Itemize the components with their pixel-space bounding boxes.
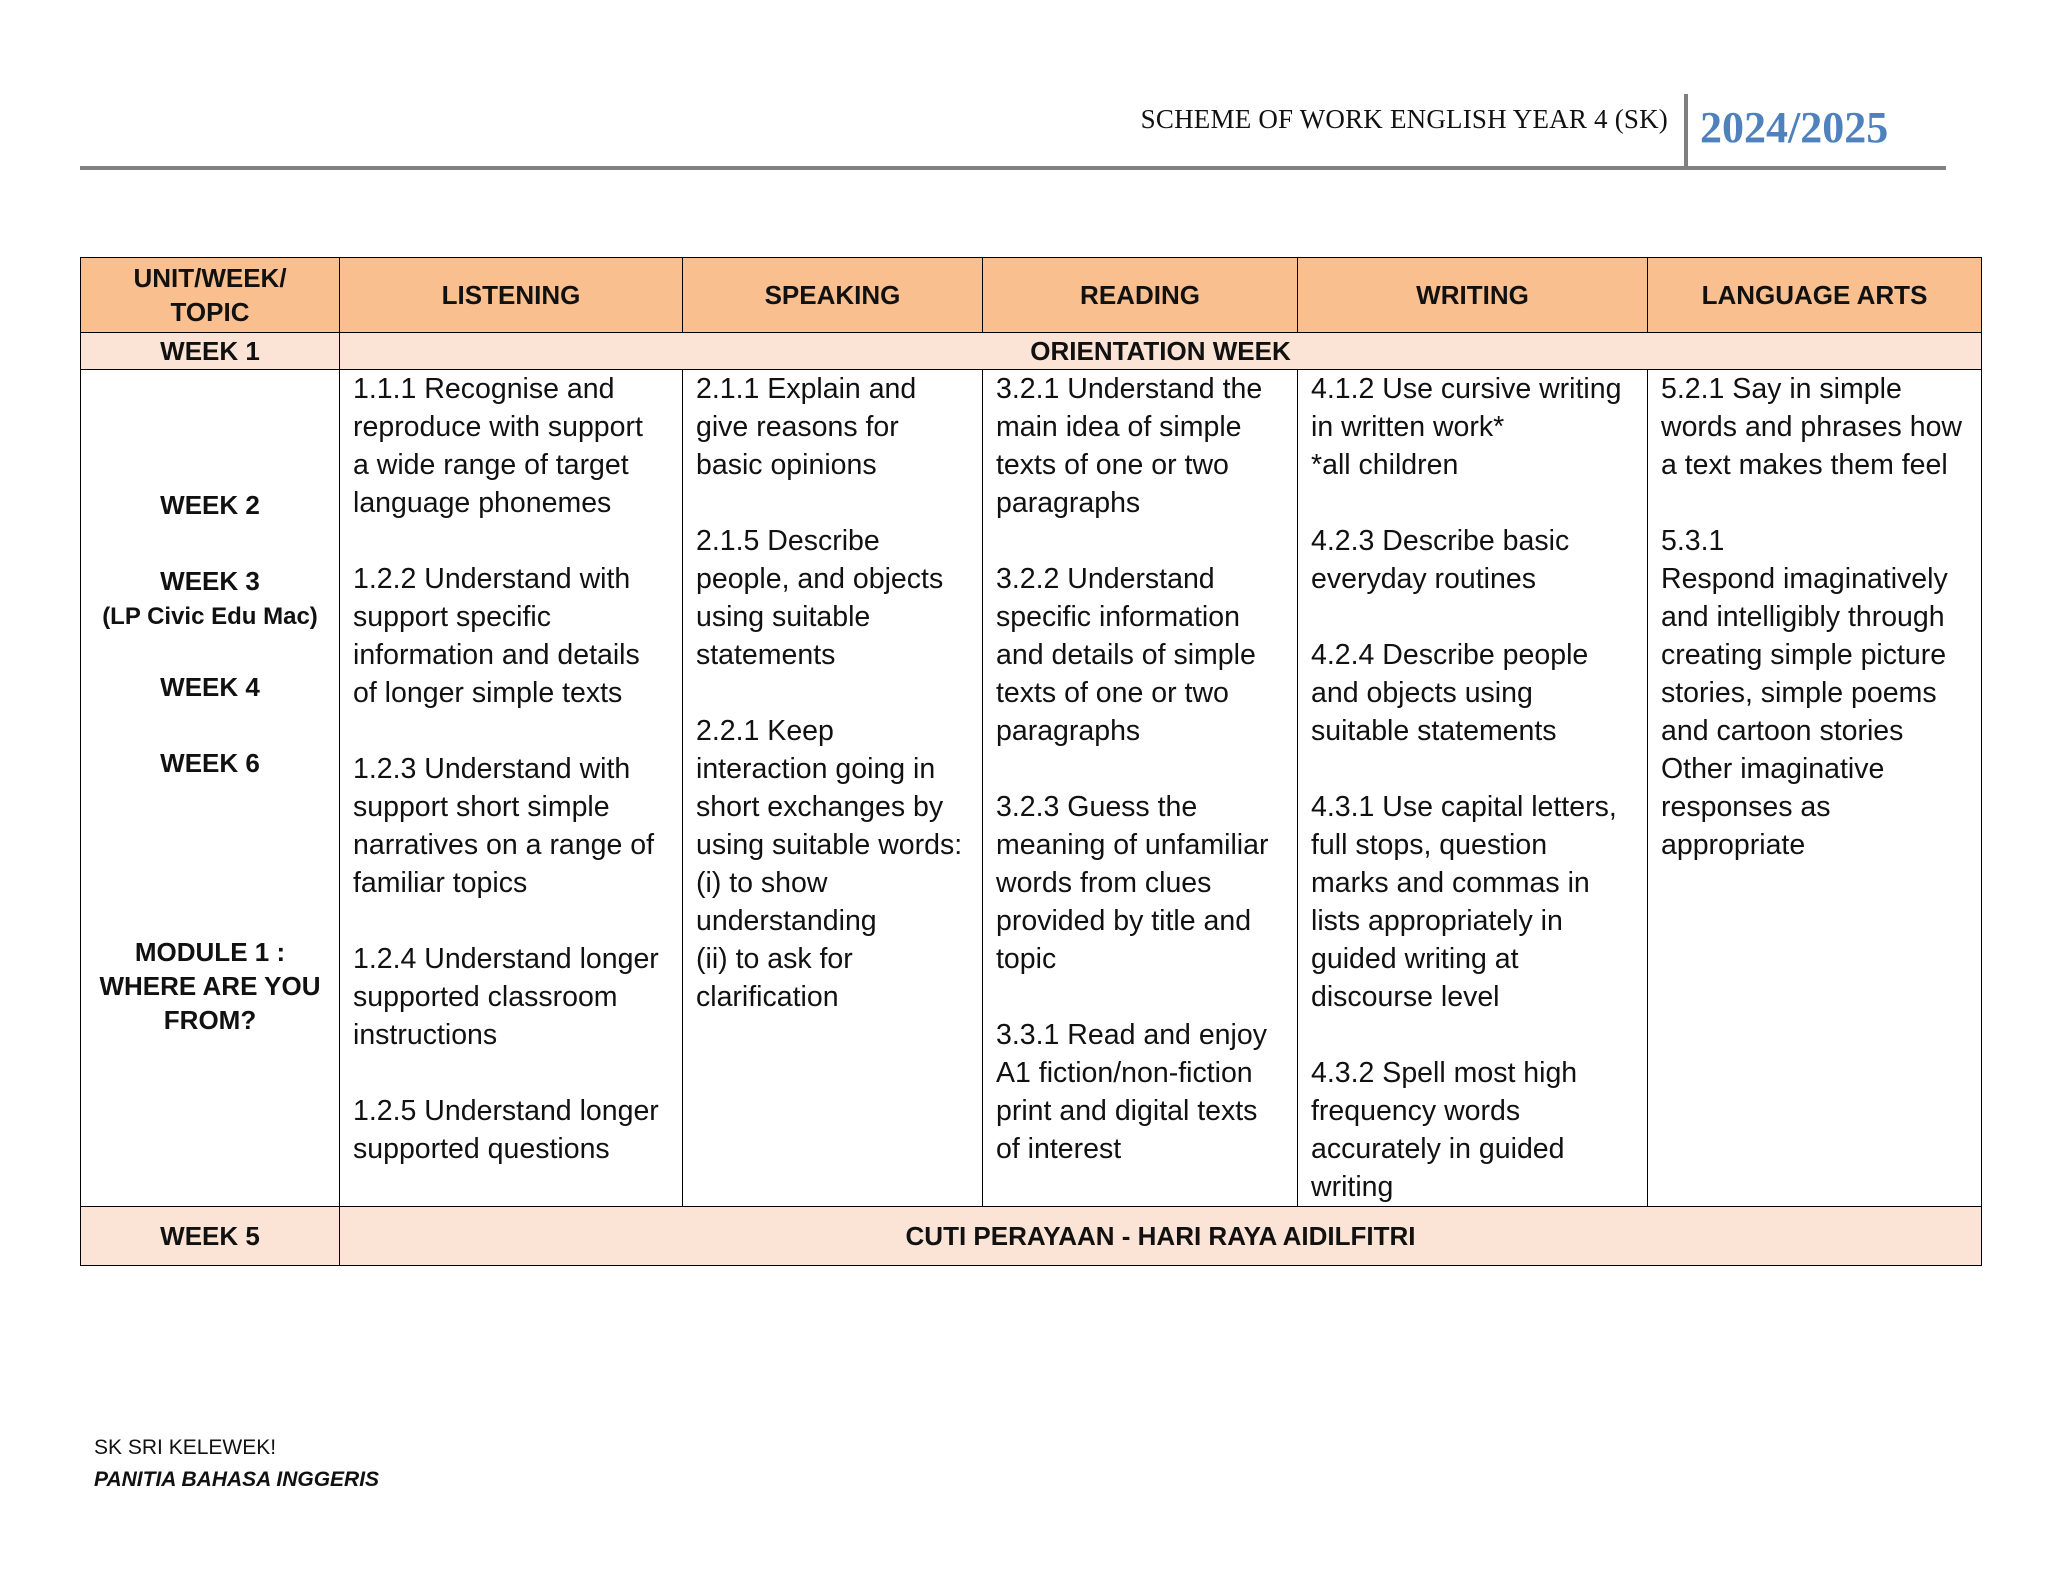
skill-text-line: 1.2.5 Understand longer xyxy=(353,1095,659,1127)
reading-skills xyxy=(983,370,1297,1168)
skill-text-line: print and digital texts xyxy=(996,1095,1258,1127)
skill-item xyxy=(1311,636,1641,750)
skill-text-line: 3.2.3 Guess the xyxy=(996,791,1198,823)
week6-label: WEEK 6 xyxy=(160,748,260,778)
skill-text-line: give reasons for xyxy=(696,411,899,443)
skill-text-line: 2.2.1 Keep xyxy=(696,715,834,747)
skill-text-line: meaning of unfamiliar xyxy=(996,829,1269,861)
skill-text-line: statements xyxy=(696,639,836,671)
skill-text-line: 3.2.2 Understand xyxy=(996,563,1215,595)
skill-text-line: creating simple picture xyxy=(1661,639,1947,671)
skill-text-line: supported questions xyxy=(353,1133,610,1165)
skill-text-line: discourse level xyxy=(1311,981,1500,1013)
skill-text-line: support short simple xyxy=(353,791,610,823)
skill-text-line: (i) to show xyxy=(696,867,828,899)
week2-label: WEEK 2 xyxy=(160,490,260,520)
skill-text-line: 1.2.4 Understand longer xyxy=(353,943,659,975)
skill-text-line: 4.2.3 Describe basic xyxy=(1311,525,1570,557)
skill-item xyxy=(1661,522,1975,864)
skill-text-line: 2.1.5 Describe xyxy=(696,525,880,557)
skill-text-line: reproduce with support xyxy=(353,411,643,443)
skill-text-line: (ii) to ask for xyxy=(696,943,853,975)
skill-text-line: and details of simple xyxy=(996,639,1256,671)
skill-item xyxy=(353,560,676,712)
skill-text-line: provided by title and xyxy=(996,905,1252,937)
col-header-unit-line: TOPIC xyxy=(170,297,250,327)
reading-cell xyxy=(983,370,1298,1207)
skill-text-line: people, and objects xyxy=(696,563,944,595)
scheme-of-work-table xyxy=(80,257,1982,1266)
skill-item xyxy=(353,1092,676,1168)
skill-text-line: Respond imaginatively xyxy=(1661,563,1948,595)
skill-text-line: lists appropriately in xyxy=(1311,905,1563,937)
col-header-speaking: SPEAKING xyxy=(683,258,983,333)
skill-text-line: *all children xyxy=(1311,449,1459,481)
skill-item xyxy=(1311,370,1641,484)
skill-text-line: interaction going in xyxy=(696,753,936,785)
skill-text-line: and cartoon stories xyxy=(1661,715,1904,747)
skill-text-line: 2.1.1 Explain and xyxy=(696,373,917,405)
skill-text-line: 1.1.1 Recognise and xyxy=(353,373,615,405)
skill-item xyxy=(353,940,676,1054)
skill-text-line: frequency words xyxy=(1311,1095,1521,1127)
skill-text-line: using suitable words: xyxy=(696,829,963,861)
skill-text-line: language phonemes xyxy=(353,487,612,519)
week4-label: WEEK 4 xyxy=(160,672,260,702)
academic-year: 2024/2025 xyxy=(1700,103,1889,152)
skill-text-line: main idea of simple xyxy=(996,411,1242,443)
skill-item xyxy=(1311,788,1641,1016)
skill-text-line: information and details xyxy=(353,639,640,671)
skill-text-line: 4.1.2 Use cursive writing xyxy=(1311,373,1622,405)
skill-text-line: of longer simple texts xyxy=(353,677,623,709)
week3-label: WEEK 3 xyxy=(160,566,260,596)
skill-text-line: 4.2.4 Describe people xyxy=(1311,639,1589,671)
module-title-line: WHERE ARE YOU xyxy=(99,971,321,1001)
module-title-line: MODULE 1 : xyxy=(134,937,286,967)
skill-text-line: of interest xyxy=(996,1133,1122,1165)
header-divider xyxy=(1684,94,1688,168)
skill-item xyxy=(996,1016,1291,1168)
skill-text-line: writing xyxy=(1311,1171,1394,1203)
skill-text-line: responses as xyxy=(1661,791,1831,823)
col-header-unit xyxy=(81,258,340,333)
skill-text-line: 5.3.1 xyxy=(1661,525,1725,557)
speaking-skills xyxy=(683,370,982,1016)
skill-text-line: appropriate xyxy=(1661,829,1806,861)
skill-text-line: 1.2.2 Understand with xyxy=(353,563,631,595)
skill-text-line: understanding xyxy=(696,905,877,937)
skill-text-line: narratives on a range of xyxy=(353,829,655,861)
document-title: SCHEME OF WORK ENGLISH YEAR 4 (SK) xyxy=(1140,104,1668,134)
col-header-unit-line: UNIT/WEEK/ xyxy=(133,263,287,293)
col-header-writing: WRITING xyxy=(1298,258,1648,333)
skill-text-line: topic xyxy=(996,943,1057,975)
module-title-line: FROM? xyxy=(163,1005,257,1035)
skill-item xyxy=(353,750,676,902)
skill-text-line: texts of one or two xyxy=(996,449,1229,481)
speaking-cell xyxy=(683,370,983,1207)
skill-text-line: a wide range of target xyxy=(353,449,629,481)
page-header xyxy=(80,92,1948,170)
skill-item xyxy=(1661,370,1975,484)
skill-text-line: using suitable xyxy=(696,601,871,633)
module-title xyxy=(81,935,339,1037)
skill-text-line: texts of one or two xyxy=(996,677,1229,709)
week5-row xyxy=(81,1207,1982,1266)
skill-text-line: full stops, question xyxy=(1311,829,1548,861)
skill-item xyxy=(696,522,976,674)
listening-skills xyxy=(340,370,682,1168)
skill-text-line: and objects using xyxy=(1311,677,1533,709)
language-arts-skills xyxy=(1648,370,1981,864)
module1-row xyxy=(81,370,1982,1207)
col-header-language-arts: LANGUAGE ARTS xyxy=(1648,258,1982,333)
skill-text-line: paragraphs xyxy=(996,715,1141,747)
skill-text-line: 4.3.2 Spell most high xyxy=(1311,1057,1578,1089)
skill-text-line: 3.3.1 Read and enjoy xyxy=(996,1019,1267,1051)
skill-item xyxy=(996,788,1291,978)
skill-text-line: basic opinions xyxy=(696,449,877,481)
header-rule xyxy=(80,166,1946,170)
skill-text-line: 5.2.1 Say in simple xyxy=(1661,373,1902,405)
skill-text-line: 1.2.3 Understand with xyxy=(353,753,631,785)
week3-note: (LP Civic Edu Mac) xyxy=(102,603,318,630)
col-header-listening: LISTENING xyxy=(340,258,683,333)
skill-text-line: a text makes them feel xyxy=(1661,449,1948,481)
skill-text-line: in written work* xyxy=(1311,411,1505,443)
skill-item xyxy=(996,370,1291,522)
writing-skills xyxy=(1298,370,1647,1206)
holiday-label: CUTI PERAYAAN - HARI RAYA AIDILFITRI xyxy=(340,1207,1982,1266)
school-name: SK SRI KELEWEK! xyxy=(94,1436,277,1459)
skill-item xyxy=(1311,1054,1641,1206)
skill-text-line: stories, simple poems xyxy=(1661,677,1937,709)
skill-text-line: Other imaginative xyxy=(1661,753,1885,785)
skill-text-line: and intelligibly through xyxy=(1661,601,1945,633)
week1-label: WEEK 1 xyxy=(81,333,340,370)
skill-text-line: familiar topics xyxy=(353,867,528,899)
skill-text-line: instructions xyxy=(353,1019,498,1051)
page-footer xyxy=(94,1432,379,1496)
skill-text-line: words from clues xyxy=(996,867,1212,899)
skill-text-line: 3.2.1 Understand the xyxy=(996,373,1263,405)
week-topic-cell xyxy=(81,370,340,1207)
skill-text-line: suitable statements xyxy=(1311,715,1557,747)
week5-label: WEEK 5 xyxy=(81,1207,340,1266)
table-header-row xyxy=(81,258,1982,333)
skill-text-line: paragraphs xyxy=(996,487,1141,519)
orientation-week-label: ORIENTATION WEEK xyxy=(340,333,1982,370)
skill-text-line: supported classroom xyxy=(353,981,618,1013)
writing-cell xyxy=(1298,370,1648,1207)
skill-text-line: marks and commas in xyxy=(1311,867,1590,899)
skill-item xyxy=(696,712,976,1016)
col-header-reading: READING xyxy=(983,258,1298,333)
skill-text-line: accurately in guided xyxy=(1311,1133,1565,1165)
skill-text-line: specific information xyxy=(996,601,1240,633)
skill-text-line: everyday routines xyxy=(1311,563,1536,595)
week1-row xyxy=(81,333,1982,370)
skill-text-line: clarification xyxy=(696,981,839,1013)
panel-name: PANITIA BAHASA INGGERIS xyxy=(94,1468,380,1491)
skill-text-line: guided writing at xyxy=(1311,943,1519,975)
listening-cell xyxy=(340,370,683,1207)
skill-item xyxy=(353,370,676,522)
skill-text-line: short exchanges by xyxy=(696,791,944,823)
language-arts-cell xyxy=(1648,370,1982,1207)
skill-item xyxy=(696,370,976,484)
skill-text-line: 4.3.1 Use capital letters, xyxy=(1311,791,1617,823)
skill-item xyxy=(996,560,1291,750)
skill-text-line: support specific xyxy=(353,601,552,633)
skill-item xyxy=(1311,522,1641,598)
skill-text-line: words and phrases how xyxy=(1661,411,1963,443)
skill-text-line: A1 fiction/non-fiction xyxy=(996,1057,1253,1089)
